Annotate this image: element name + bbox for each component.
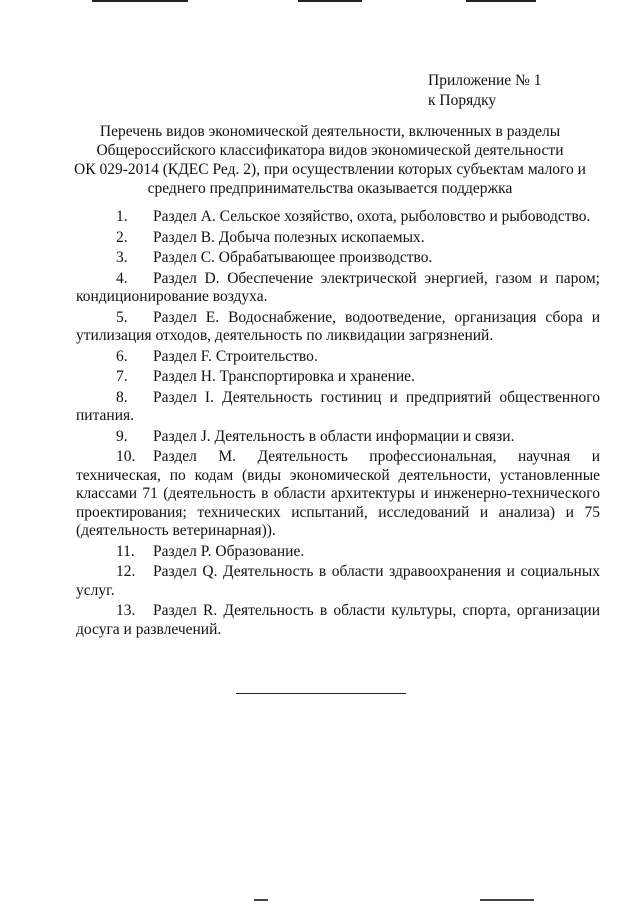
scan-edge-mark: [298, 0, 362, 2]
scan-edge-mark: [466, 0, 536, 2]
title-line: ОК 029-2014 (КДЕС Ред. 2), при осуществлении которых субъектам малого и: [74, 161, 586, 178]
item-number: 11.: [116, 542, 135, 560]
list-item: [76, 249, 600, 268]
list-item: [76, 208, 600, 227]
item-number: 13.: [116, 602, 136, 619]
list-item: [76, 229, 600, 248]
appendix-reference: к Порядку: [428, 92, 497, 109]
document-title: [70, 122, 590, 198]
item-text: Раздел M. Деятельность профессиональная, научная и техническая, по кодам (виды экономической деятельности, установленные классами 71 (деятельность в области архитектуры и инженерно-технического проектирования; технических испытаний, исследований и анализа) и 75 (деятельность ветеринарная)).: [76, 448, 600, 539]
item-number: 2.: [116, 228, 128, 246]
title-line: Перечень видов экономической деятельности, включенных в разделы: [99, 123, 561, 140]
title-line: Общероссийского классификатора видов экономической деятельности: [96, 142, 564, 159]
item-number: 7.: [116, 368, 128, 385]
appendix-number: Приложение № 1: [428, 72, 542, 89]
title-line: среднего предпринимательства оказывается поддержка: [147, 180, 513, 197]
item-number: 1.: [116, 208, 128, 225]
item-number: 4.: [116, 269, 128, 287]
item-text: Раздел P. Образование.: [153, 542, 305, 560]
scan-edge-mark: [254, 899, 268, 901]
list-item: [76, 309, 600, 346]
list-item: [76, 428, 600, 447]
item-text: Раздел E. Водоснабжение, водоотведение, организация сбора и утилизация отходов, деятельность по ликвидации загрязнений.: [76, 308, 600, 344]
list-item: [76, 348, 600, 367]
item-text: Раздел B. Добыча полезных ископаемых.: [153, 228, 425, 246]
item-text: Раздел D. Обеспечение электрической энергией, газом и паром; кондиционирование воздуха.: [76, 269, 600, 305]
item-number: 3.: [116, 249, 128, 266]
item-text: Раздел J. Деятельность в области информации и связи.: [153, 427, 515, 445]
item-text: Раздел Q. Деятельность в области здравоохранения и социальных услуг.: [76, 563, 600, 599]
item-text: Раздел A. Сельское хозяйство, охота, рыболовство и рыбоводство.: [153, 208, 591, 225]
list-item: [76, 543, 600, 562]
scan-edge-mark: [92, 0, 188, 2]
closing-rule: [236, 693, 406, 694]
item-text: Раздел F. Строительство.: [153, 347, 318, 365]
activity-list: [76, 208, 600, 641]
item-text: Раздел H. Транспортировка и хранение.: [153, 368, 415, 385]
appendix-header: [428, 71, 541, 111]
list-item: [76, 602, 600, 639]
list-item: [76, 368, 600, 387]
list-item: [76, 270, 600, 307]
scan-edge-mark: [480, 899, 534, 901]
item-text: Раздел R. Деятельность в области культуры, спорта, организации досуга и развлечений.: [76, 602, 600, 638]
list-item: [76, 563, 600, 600]
item-number: 5.: [116, 308, 128, 326]
item-text: Раздел I. Деятельность гостиниц и предприятий общественного питания.: [76, 388, 600, 424]
list-item: [76, 448, 600, 541]
item-text: Раздел C. Обрабатывающее производство.: [153, 249, 433, 266]
item-number: 12.: [116, 563, 136, 580]
item-number: 8.: [116, 388, 128, 406]
item-number: 6.: [116, 347, 128, 365]
item-number: 9.: [116, 427, 128, 445]
list-item: [76, 389, 600, 426]
item-number: 10.: [116, 448, 136, 465]
